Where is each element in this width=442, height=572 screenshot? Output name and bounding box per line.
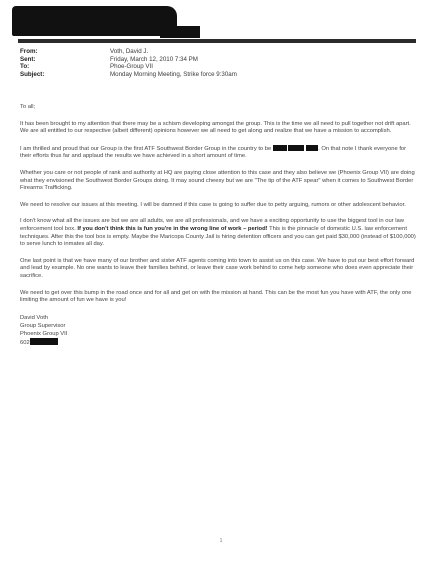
subject-value: Monday Morning Meeting, Strike force 9:30am [110,70,237,78]
signature-phone [20,338,418,347]
to-value: Phoe-Group VII [110,63,153,71]
header-sent-row [20,56,420,64]
header-to-row [20,63,420,71]
paragraph-3: Whether you care or not people of rank and authority at HQ are paying close attention to this case and they also believe we (Phoenix Group VII) are doing what they envisioned the Southwest Border Groups doing. It may sound cheesy but we are "The tip of the ATF spear" when it comes to Southwest Border Firearms Trafficking. [20,169,415,192]
signature-name: David Voth [20,314,49,321]
redaction-block [160,26,200,38]
header-rule [18,39,416,43]
redaction-block [30,338,58,345]
header-subject-row [20,71,420,79]
from-value: Voth, David J. [110,48,149,55]
redaction-block [12,6,177,36]
to-label: To: [20,63,30,71]
from-label: From: [20,48,38,55]
paragraph-2-start: I am thrilled and proud that our Group is the first ATF Southwest Border Group in the country to be [20,145,272,152]
paragraph-5-emphasis: If you don't think this is fun you're in the wrong line of work – period! [77,225,268,232]
paragraph-5 [20,218,418,248]
email-body [20,104,418,347]
paragraph-2-end: . On that note I thank everyone for their efforts thus far and applaud the results we have achieved in a short amount of time. [20,145,407,160]
redaction-block [288,145,304,151]
signature-title: Group Supervisor [20,322,66,329]
subject-label: Subject: [20,70,45,78]
sent-label: Sent: [20,55,36,63]
page-number: 1 [219,538,223,544]
signature-block [20,314,418,347]
paragraph-5-end: This is the pinnacle of domestic U.S. law enforcement techniques. After this the tool box is empty. Maybe the Maricopa County Jail is hiring detention officers and you can get paid $30,000 (instead of $100,000) to serve lunch to inmates all day. [20,225,416,248]
paragraph-2 [20,145,418,161]
paragraph-1: It has been brought to my attention that there may be a schism developing amongst the group. This is the time we all need to pull together not drift apart. We are all entitled to our respective (albeit different) opinions however we all need to get along and realize that we have a mission to accomplish. [20,120,411,135]
redaction-block [273,145,287,151]
redaction-block [306,145,318,151]
paragraph-5-start: I don't know what all the issues are but we are all adults, we are all professionals, and we have a exciting opportunity to use the biggest tool in our law enforcement tool box. [20,218,404,232]
greeting: To all; [20,104,36,110]
email-header [20,48,420,78]
header-from-row [20,48,420,56]
signature-office: Phoenix Group VII [20,330,68,337]
paragraph-4: We need to resolve our issues at this meeting. I will be damned if this case is going to suffer due to petty arguing, rumors or other adolescent behavior. [20,201,406,208]
phone-prefix: 602 [20,339,30,346]
paragraph-6: One last point is that we have many of our brother and sister ATF agents coming into town to assist us on this case. We have to put our best effort forward and lead by example. No one wants to leave their families behind, or leave their case work behind to come help someone who does even appreciate their sacrifice. [20,257,415,279]
sent-value: Friday, March 12, 2010 7:34 PM [110,55,198,63]
paragraph-7: We need to get over this bump in the road once and for all and get on with the mission at hand. This can be the most fun you have with ATF, the only one limiting the amount of fun we have is you! [20,289,412,304]
